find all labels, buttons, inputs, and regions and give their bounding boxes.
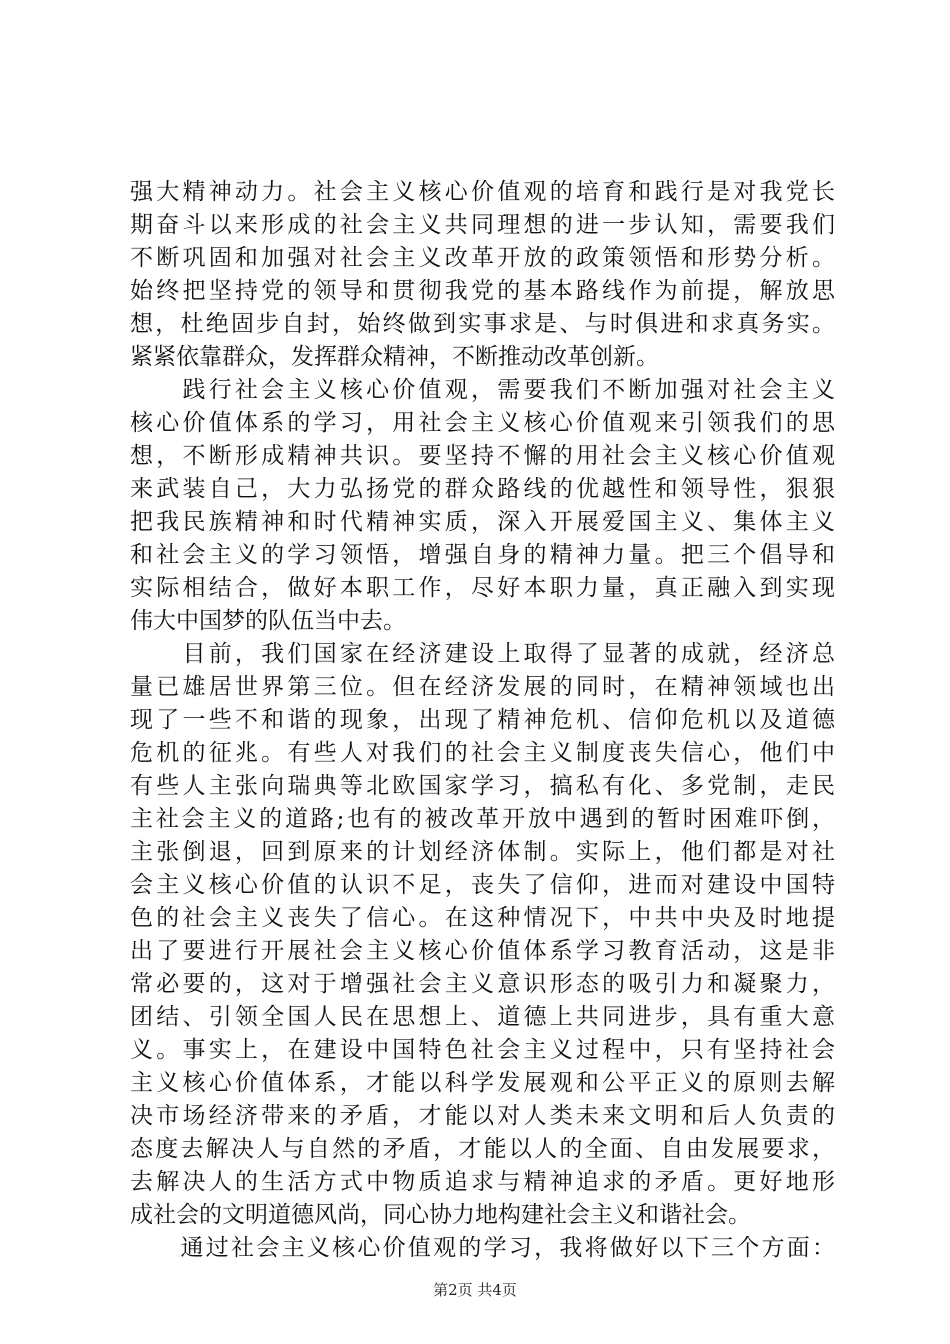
- text-line: 伟大中国梦的队伍当中去。: [130, 608, 406, 634]
- text-line: 成社会的文明道德风尚，同心协力地构建社会主义和谐社会。: [130, 1202, 751, 1228]
- text-line: 色的社会主义丧失了信心。在这种情况下，中共中央及时地提: [130, 905, 835, 931]
- text-line: 想，杜绝固步自封，始终做到实事求是、与时俱进和求真务实。: [130, 311, 835, 337]
- text-line: 实际相结合，做好本职工作，尽好本职力量，真正融入到实现: [130, 575, 835, 601]
- text-line: 危机的征兆。有些人对我们的社会主义制度丧失信心，他们中: [130, 740, 835, 766]
- text-line: 把我民族精神和时代精神实质，深入开展爱国主义、集体主义: [130, 509, 835, 535]
- text-line: 践行社会主义核心价值观，需要我们不断加强对社会主义: [130, 377, 835, 403]
- text-line: 主义核心价值体系，才能以科学发展观和公平正义的原则去解: [130, 1070, 835, 1096]
- body-text: [130, 176, 835, 1265]
- text-line: 始终把坚持党的领导和贯彻我党的基本路线作为前提，解放思: [130, 278, 835, 304]
- text-line: 量已雄居世界第三位。但在经济发展的同时，在精神领域也出: [130, 674, 835, 700]
- text-line: 常必要的，这对于增强社会主义意识形态的吸引力和凝聚力，: [130, 971, 835, 997]
- page-footer: 第2页 共4页: [433, 1281, 517, 1299]
- text-line: 紧紧依靠群众，发挥群众精神，不断推动改革创新。: [130, 344, 659, 370]
- text-line: 义。事实上，在建设中国特色社会主义过程中，只有坚持社会: [130, 1037, 835, 1063]
- text-line: 强大精神动力。社会主义核心价值观的培育和践行是对我党长: [130, 179, 835, 205]
- text-line: 通过社会主义核心价值观的学习，我将做好以下三个方面：: [130, 1235, 835, 1261]
- text-line: 出了要进行开展社会主义核心价值体系学习教育活动，这是非: [130, 938, 835, 964]
- text-line: 决市场经济带来的矛盾，才能以对人类未来文明和后人负责的: [130, 1103, 835, 1129]
- text-line: 有些人主张向瑞典等北欧国家学习，搞私有化、多党制，走民: [130, 773, 835, 799]
- text-line: 不断巩固和加强对社会主义改革开放的政策领悟和形势分析。: [130, 245, 835, 271]
- text-line: 想，不断形成精神共识。要坚持不懈的用社会主义核心价值观: [130, 443, 835, 469]
- text-line: 和社会主义的学习领悟，增强自身的精神力量。把三个倡导和: [130, 542, 835, 568]
- text-line: 目前，我们国家在经济建设上取得了显著的成就，经济总: [130, 641, 835, 667]
- text-line: 会主义核心价值的认识不足，丧失了信仰，进而对建设中国特: [130, 872, 835, 898]
- text-line: 主张倒退，回到原来的计划经济体制。实际上，他们都是对社: [130, 839, 835, 865]
- text-line: 团结、引领全国人民在思想上、道德上共同进步，具有重大意: [130, 1004, 835, 1030]
- text-line: 期奋斗以来形成的社会主义共同理想的进一步认知，需要我们: [130, 212, 835, 238]
- text-line: 主社会主义的道路;也有的被改革开放中遇到的暂时困难吓倒，: [130, 806, 835, 832]
- text-line: 现了一些不和谐的现象，出现了精神危机、信仰危机以及道德: [130, 707, 835, 733]
- text-line: 态度去解决人与自然的矛盾，才能以人的全面、自由发展要求，: [130, 1136, 835, 1162]
- text-line: 核心价值体系的学习，用社会主义核心价值观来引领我们的思: [130, 410, 835, 436]
- text-line: 去解决人的生活方式中物质追求与精神追求的矛盾。更好地形: [130, 1169, 835, 1195]
- text-line: 来武装自己，大力弘扬党的群众路线的优越性和领导性，狠狠: [130, 476, 835, 502]
